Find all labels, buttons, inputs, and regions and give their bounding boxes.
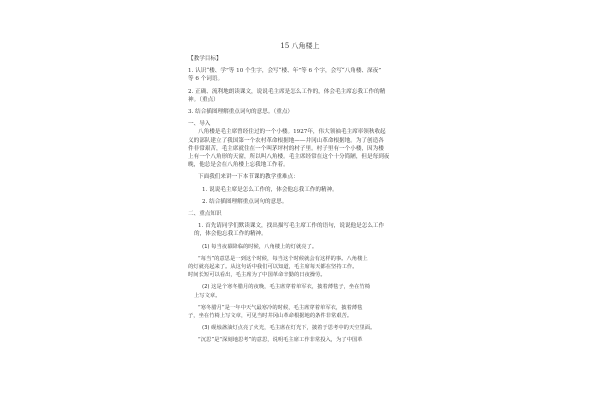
text-line: 时间长短可以看出，毛主席为了中国革命辛勤的日夜操劳。 <box>188 272 326 279</box>
text-line: “寒冬腊月”是一年中天气最寒冷的时候，毛主席穿着单军衣，披着薄毯 <box>198 304 363 311</box>
text-line: 的，体会他忘我工作的精神。 <box>194 231 267 238</box>
text-line: 1. 认识“楼、学”等 10 个生字，会写“楼、年”等 6 个字，会写“八角楼、深夜” <box>188 68 382 75</box>
text-line: 晚，他总是会在八角楼上忘我地工作着。 <box>188 162 289 169</box>
text-line: 上有一个八角形的天窗，所以叫八角楼。毛主席经常在这个十分简陋，但是每到夜 <box>188 154 390 161</box>
text-line: 2. 结合插图理解重点词句的意思。 <box>202 198 288 205</box>
text-line: (2) 这是个寒冬腊月的夜晚，毛主席穿着单军衣，披着薄毯子，坐在竹椅 <box>202 284 371 291</box>
text-line: 件非常艰苦，毛主席就住在一个叫茅坪村的村子里。村子里有一个小楼，因为楼 <box>188 145 384 152</box>
text-line: 义的部队建立了我国第一个农村革命根据地——井冈山革命根据地。为了创造各 <box>188 137 384 144</box>
text-line: 2. 正确、流利地朗读课文，说说毛主席是怎么工作的，体会毛主席忘我工作的精 <box>188 88 386 95</box>
text-line: 一、导入 <box>188 121 211 128</box>
text-line: 1. 首先请同学们默读课文，找出描写毛主席工作的语句，说说他是怎么工作 <box>198 223 385 230</box>
text-line: “每当”的意思是一到这个时候，每当这个时候就会有这样的事。八角楼上 <box>198 255 368 262</box>
text-line: 的灯就亮起来了。从这句话中我们可以知道，毛主席每天都在坚持工作。 <box>188 264 358 271</box>
text-line: 等 6 个词语。 <box>188 76 224 83</box>
text-line: 下面我们来讲一下本节课的教学重难点： <box>198 174 299 181</box>
page-title: 15 八角楼上 <box>280 42 320 50</box>
text-line: 【教学目标】 <box>188 56 222 62</box>
text-line: 八角楼是毛主席曾经住过的一个小楼。1927年，伟大领袖毛主席率领秋收起 <box>198 129 386 136</box>
text-line: 二、重点知识 <box>188 211 222 218</box>
text-line: “沉思”是“深刻地思考”的意思，说明毛主席工作非常投入，为了中国革 <box>198 337 363 344</box>
text-line: 神。（重点） <box>188 96 219 103</box>
document-body <box>188 52 410 345</box>
text-line: (3) 砚烛盏油灯点亮了火光，毛主席在灯光下，披着于思考中的天空里面。 <box>202 325 376 332</box>
text-line: (1) 每当夜幕降临的时候，八角楼上的灯就亮了。 <box>202 243 318 250</box>
text-line: 子，坐在竹椅上写文章，可见当时井冈山革命根据地的条件非常艰苦。 <box>188 313 353 320</box>
text-line: 3. 结合插图理解重点词句的意思。（重点） <box>188 109 294 116</box>
text-line: 上写文章。 <box>194 292 221 299</box>
text-line: 1. 说说毛主席是怎么工作的，体会他忘我工作的精神。 <box>202 186 338 193</box>
